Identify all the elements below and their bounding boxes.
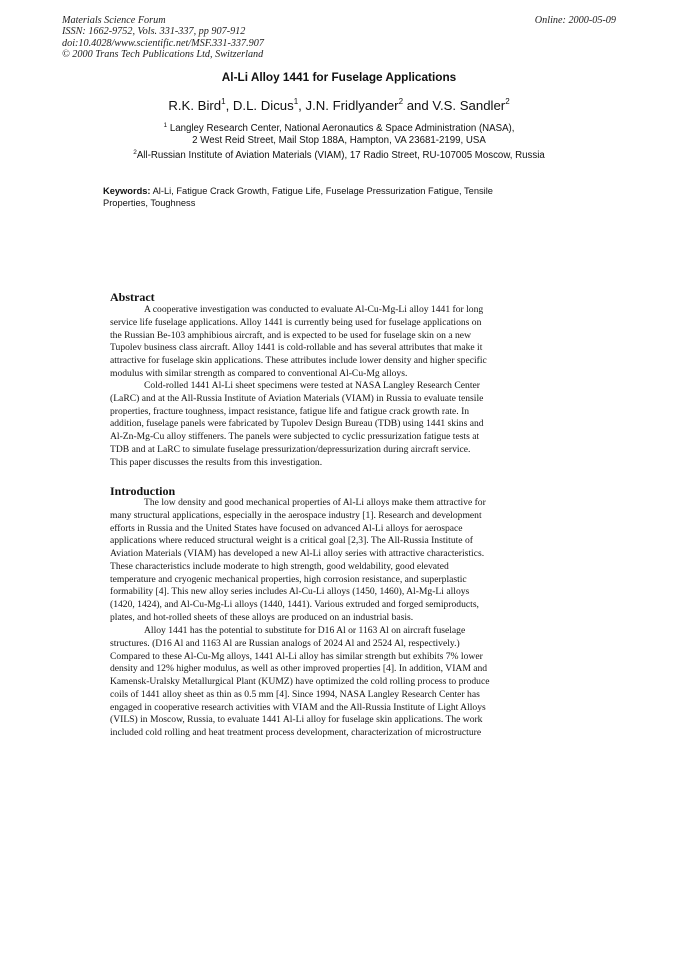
- text-line: many structural applications, especially in the aerospace industry [1]. Research and development: [110, 509, 482, 521]
- text-line: Alloy 1441 has the potential to substitute for D16 Al or 1163 Al on aircraft fuselage: [144, 625, 466, 636]
- introduction-paragraph-2: [110, 625, 572, 740]
- text-line: A cooperative investigation was conducted to evaluate Al-Cu-Mg-Li alloy 1441 for long: [144, 304, 484, 315]
- text-line: (LaRC) and at the All-Russia Institute of Aviation Materials (VIAM) in Russia to evaluate tensile: [110, 392, 484, 404]
- author-affiliation-mark: 2: [505, 97, 510, 106]
- journal-header: [62, 15, 264, 60]
- author-name: D.L. Dicus: [232, 98, 294, 113]
- text-line: attractive for fuselage skin applications. These attributes include lower density and higher specific: [110, 355, 487, 366]
- abstract-heading: Abstract: [110, 290, 155, 304]
- abstract-paragraph-2: [110, 380, 572, 469]
- text-line: modulus with similar strength as compared to conventional Al-Cu-Mg alloys.: [110, 367, 408, 379]
- text-line: the Russian Be-103 amphibious aircraft, and is expected to be used for fuselage skin on a new: [110, 329, 471, 341]
- introduction-paragraph-1: [110, 497, 572, 625]
- introduction-heading: Introduction: [110, 484, 176, 498]
- affiliation-line: All-Russian Institute of Aviation Materials (VIAM), 17 Radio Street, RU-107005 Moscow, Russia: [136, 150, 545, 161]
- text-line: The low density and good mechanical properties of Al-Li alloys make them attractive for: [144, 497, 486, 508]
- text-line: Kamensk-Uralsky Metallurgical Plant (KUMZ) have optimized the cold rolling process to produce: [110, 676, 490, 687]
- author-separator: and: [403, 98, 433, 113]
- text-line: (1420, 1424), and Al-Cu-Mg-Li alloys (1440, 1441). Various extruded and forged semiproducts,: [110, 599, 479, 610]
- author-name: R.K. Bird: [168, 98, 222, 113]
- affiliation-2: [0, 150, 678, 162]
- affiliation-line: Langley Research Center, National Aeronautics & Space Administration (NASA),: [169, 123, 515, 134]
- author-list: [0, 98, 678, 113]
- text-line: Al-Zn-Mg-Cu alloy stiffeners. The panels were subjected to cyclic pressurization fatigue tests at: [110, 431, 480, 442]
- affiliation-mark: 1: [163, 122, 168, 129]
- author-affiliation-mark: 2: [398, 97, 404, 106]
- journal-copyright: © 2000 Trans Tech Publications Ltd, Switzerland: [62, 48, 264, 60]
- affiliation-line: 2 West Reid Street, Mail Stop 188A, Hampton, VA 23681-2199, USA: [192, 135, 486, 147]
- text-line: structures. (D16 Al and 1163 Al are Russian analogs of 2024 Al and 2524 Al, respectively.): [110, 637, 460, 649]
- text-line: This paper discusses the results from this investigation.: [110, 456, 323, 468]
- author-name: J.N. Fridlyander: [305, 98, 399, 113]
- journal-doi[interactable]: doi:10.4028/www.scientific.net/MSF.331-337.907: [62, 37, 264, 49]
- text-line: Compared to these Al-Cu-Mg alloys, 1441 Al-Li alloy has similar strength but exhibits 7% lower: [110, 650, 483, 662]
- author-affiliation-mark: 1: [293, 97, 299, 106]
- paper-title: Al-Li Alloy 1441 for Fuselage Applications: [221, 70, 457, 84]
- keywords-text: Properties, Toughness: [103, 198, 196, 209]
- keywords-text: Al-Li, Fatigue Crack Growth, Fatigue Life, Fuselage Pressurization Fatigue, Tensile: [152, 186, 493, 196]
- text-line: engaged in cooperative research activities with VIAM and the All-Russia Institute of Light Alloys: [110, 701, 486, 713]
- abstract-paragraph-1: [110, 304, 572, 381]
- author-affiliation-mark: 1: [221, 97, 226, 106]
- author-name: V.S. Sandler: [432, 98, 506, 113]
- text-line: TDB and at LaRC to simulate fuselage pressurization/depressurization during aircraft service.: [110, 443, 471, 455]
- affiliation-1: [0, 123, 678, 148]
- text-line: efforts in Russia and the United States have focused on advanced Al-Li alloys for aerospace: [110, 522, 463, 534]
- text-line: density and 12% higher modulus, as well as other improved properties [4]. In addition, VIAM and: [110, 663, 488, 675]
- affiliation-mark: 2: [133, 149, 137, 156]
- online-date: Online: 2000-05-09: [534, 15, 616, 26]
- author-separator: ,: [298, 98, 306, 113]
- keywords-label: Keywords:: [103, 186, 151, 196]
- text-line: coils of 1441 alloy sheet as thin as 0.5 mm [4]. Since 1994, NASA Langley Research Center has: [110, 688, 480, 700]
- text-line: Tupolev business class aircraft. Alloy 1441 is cold-rollable and has several attributes that make it: [110, 342, 483, 354]
- text-line: formability [4]. This new alloy series includes Al-Cu-Li alloys (1450, 1460), Al-Mg-Li alloys: [110, 586, 470, 598]
- text-line: addition, fuselage panels were fabricated by Tupolev Design Bureau (TDB) using 1441 skins and: [110, 418, 484, 430]
- text-line: (VILS) in Moscow, Russia, to evaluate 1441 Al-Li alloy for fuselage skin applications. The work: [110, 714, 483, 726]
- text-line: temperature and cryogenic mechanical properties, high corrosion resistance, and superplastic: [110, 573, 467, 585]
- text-line: Cold-rolled 1441 Al-Li sheet specimens were tested at NASA Langley Research Center: [144, 380, 480, 391]
- text-line: service life fuselage applications. Alloy 1441 is currently being used for fuselage applications on: [110, 316, 482, 328]
- text-line: applications where reduced structural weight is a critical goal [2,3]. The All-Russia Institute of: [110, 535, 473, 547]
- text-line: properties, fracture toughness, impact resistance, fatigue life and fatigue crack growth rate. In: [110, 405, 470, 417]
- keywords-block: [103, 185, 543, 210]
- text-line: These characteristics include moderate to high strength, good weldability, good elevated: [110, 560, 449, 572]
- author-separator: ,: [225, 98, 233, 113]
- journal-name: Materials Science Forum: [62, 15, 166, 26]
- text-line: included cold rolling and heat treatment process development, characterization of microstructure: [110, 727, 482, 738]
- journal-issn: ISSN: 1662-9752, Vols. 331-337, pp 907-912: [62, 26, 246, 38]
- text-line: plates, and hot-rolled sheets of these alloys are produced on an industrial basis.: [110, 611, 414, 623]
- text-line: Aviation Materials (VIAM) has developed a new Al-Li alloy series with attractive characteristics.: [110, 548, 485, 559]
